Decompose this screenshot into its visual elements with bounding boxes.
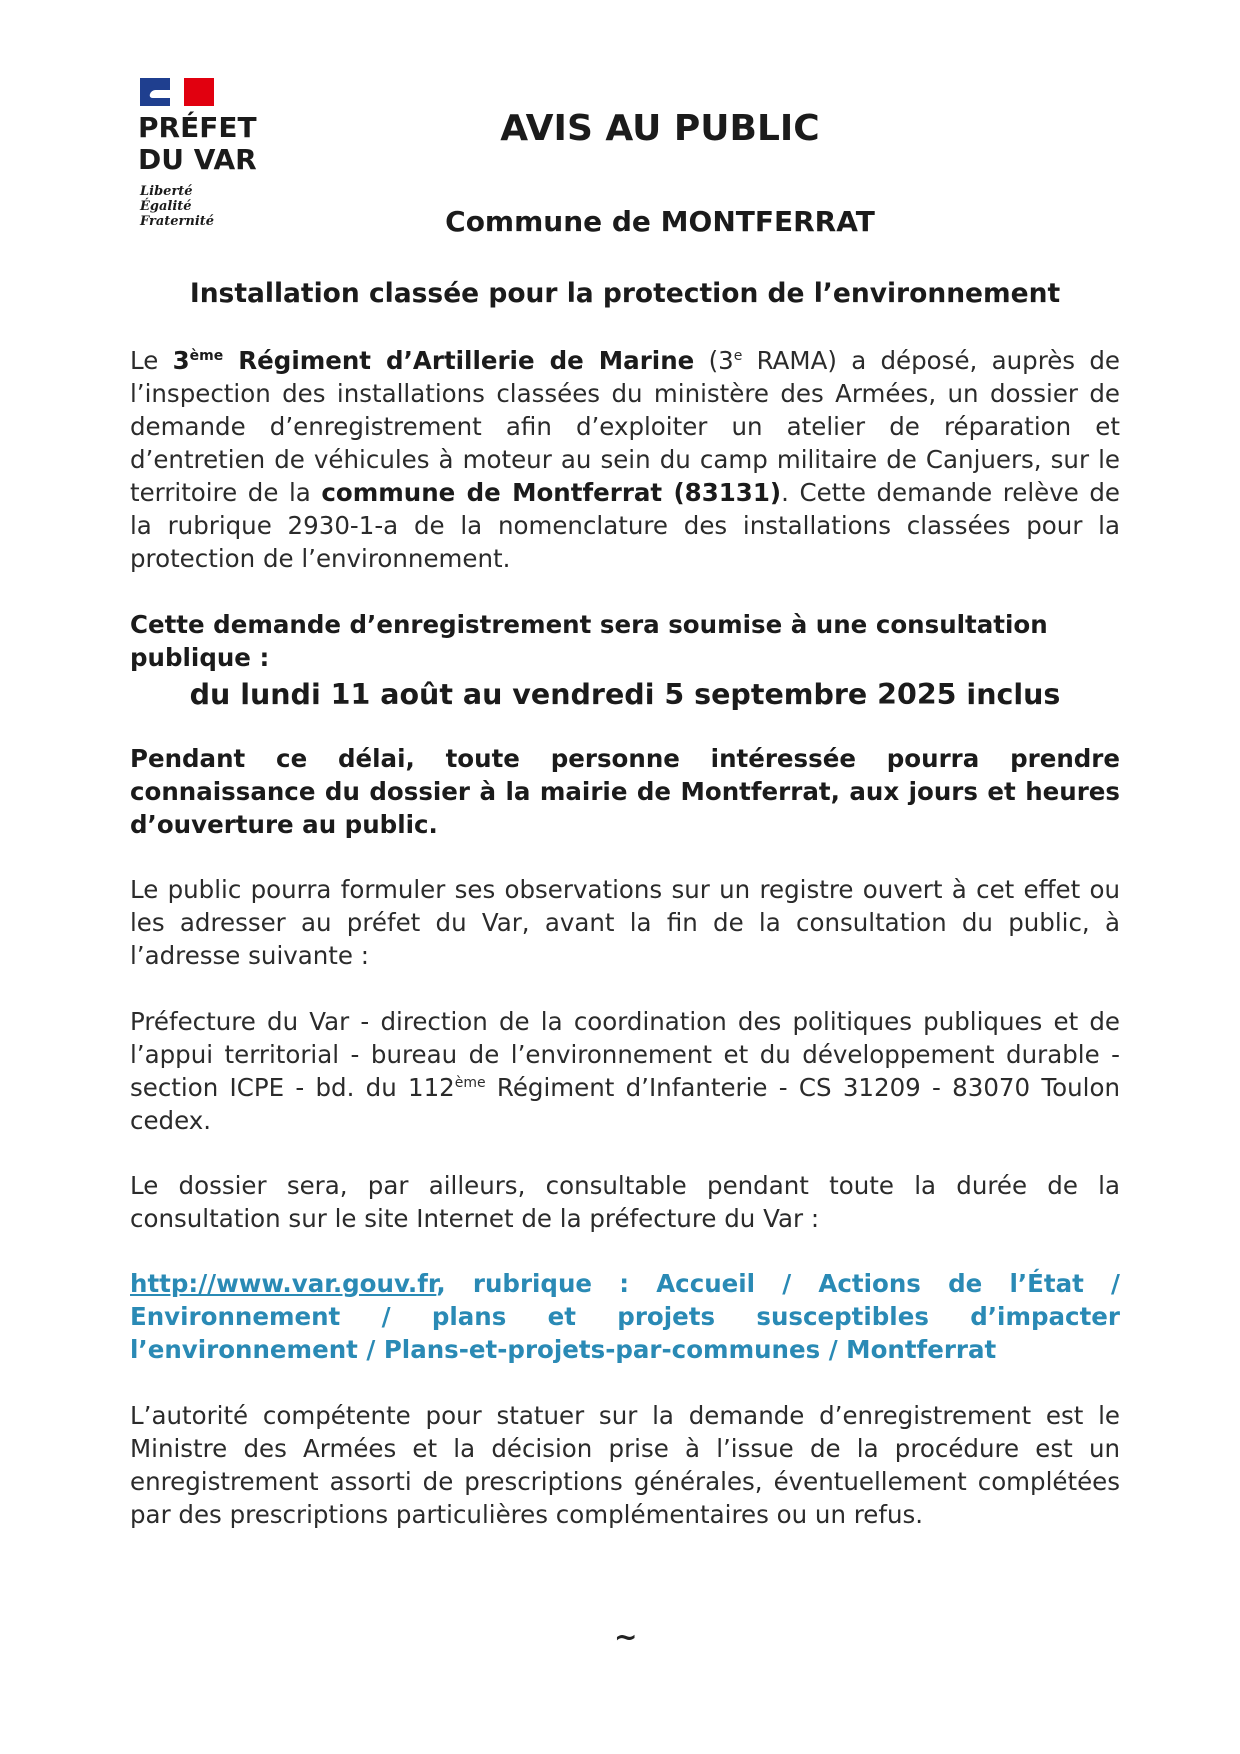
end-mark: ~ — [614, 1620, 638, 1653]
paragraph-internet: Le dossier sera, par ailleurs, consultable pendant toute la durée de la consultation sur le site Internet de la préfecture du Var : — [130, 1171, 1120, 1233]
notice-subtitle: Installation classée pour la protection de l’environnement — [189, 278, 1061, 309]
notice-title: AVIS AU PUBLIC — [500, 108, 820, 149]
paragraph-delai: Pendant ce délai, toute personne intéressée pourra prendre connaissance du dossier à la mairie de Montferrat, aux jours et heures d’ouverture au public. — [130, 744, 1120, 839]
paragraph-depot: Le 3ème Régiment d’Artillerie de Marine (3e RAMA) a déposé, auprès de l’inspection des installations classées du ministère des Armées, un dossier de demande d’enregistrement afin d’exploiter un atelier de réparation et d’entretien de véhicules à moteur au sein du camp militaire de Canjuers, sur le territoire de la commune de Montferrat (83131). Cette demande relève de la rubrique 2930-1-a de la nomenclature des installations classées pour la protection de l’environnement. — [130, 346, 1120, 573]
republic-motto: Liberté Égalité Fraternité — [140, 184, 215, 229]
marianne-flag-icon — [140, 78, 220, 106]
postal-address: Préfecture du Var - direction de la coordination des politiques publiques et de l’appui territorial - bureau de l’environnement et du développement durable - section ICPE - bd. du 112ème Régiment d’Infanterie - CS 31209 - 83070 Toulon cedex. — [130, 1007, 1120, 1135]
paragraph-autorite: L’autorité compétente pour statuer sur la demande d’enregistrement est le Ministre des Armées et la décision prise à l’issue de la procédure est un enregistrement assorti de prescriptions générales, éventuellement complétées par des prescriptions particulières complémentaires ou un refus. — [130, 1401, 1120, 1529]
prefet-name: PRÉFET DU VAR — [138, 111, 257, 176]
consultation-heading: Cette demande d’enregistrement sera soumise à une consultation publique : — [130, 610, 1048, 672]
paragraph-observations: Le public pourra formuler ses observations sur un registre ouvert à cet effet ou les adresser au préfet du Var, avant la fin de la consultation du public, à l’adresse suivante : — [130, 875, 1120, 970]
website-url[interactable]: http://www.var.gouv.fr — [130, 1269, 437, 1298]
commune-heading: Commune de MONTFERRAT — [445, 205, 875, 238]
prefecture-website-link[interactable] — [130, 1267, 1120, 1366]
consultation-dates: du lundi 11 août au vendredi 5 septembre 2025 inclus — [189, 678, 1061, 711]
website-path: , rubrique : Accueil / Actions de l’État / Environnement / plans et projets susceptibles d’impacter l’environnement / Plans-et-projets-par-communes / Montferrat — [130, 1269, 1120, 1364]
prefecture-logo — [138, 78, 298, 229]
